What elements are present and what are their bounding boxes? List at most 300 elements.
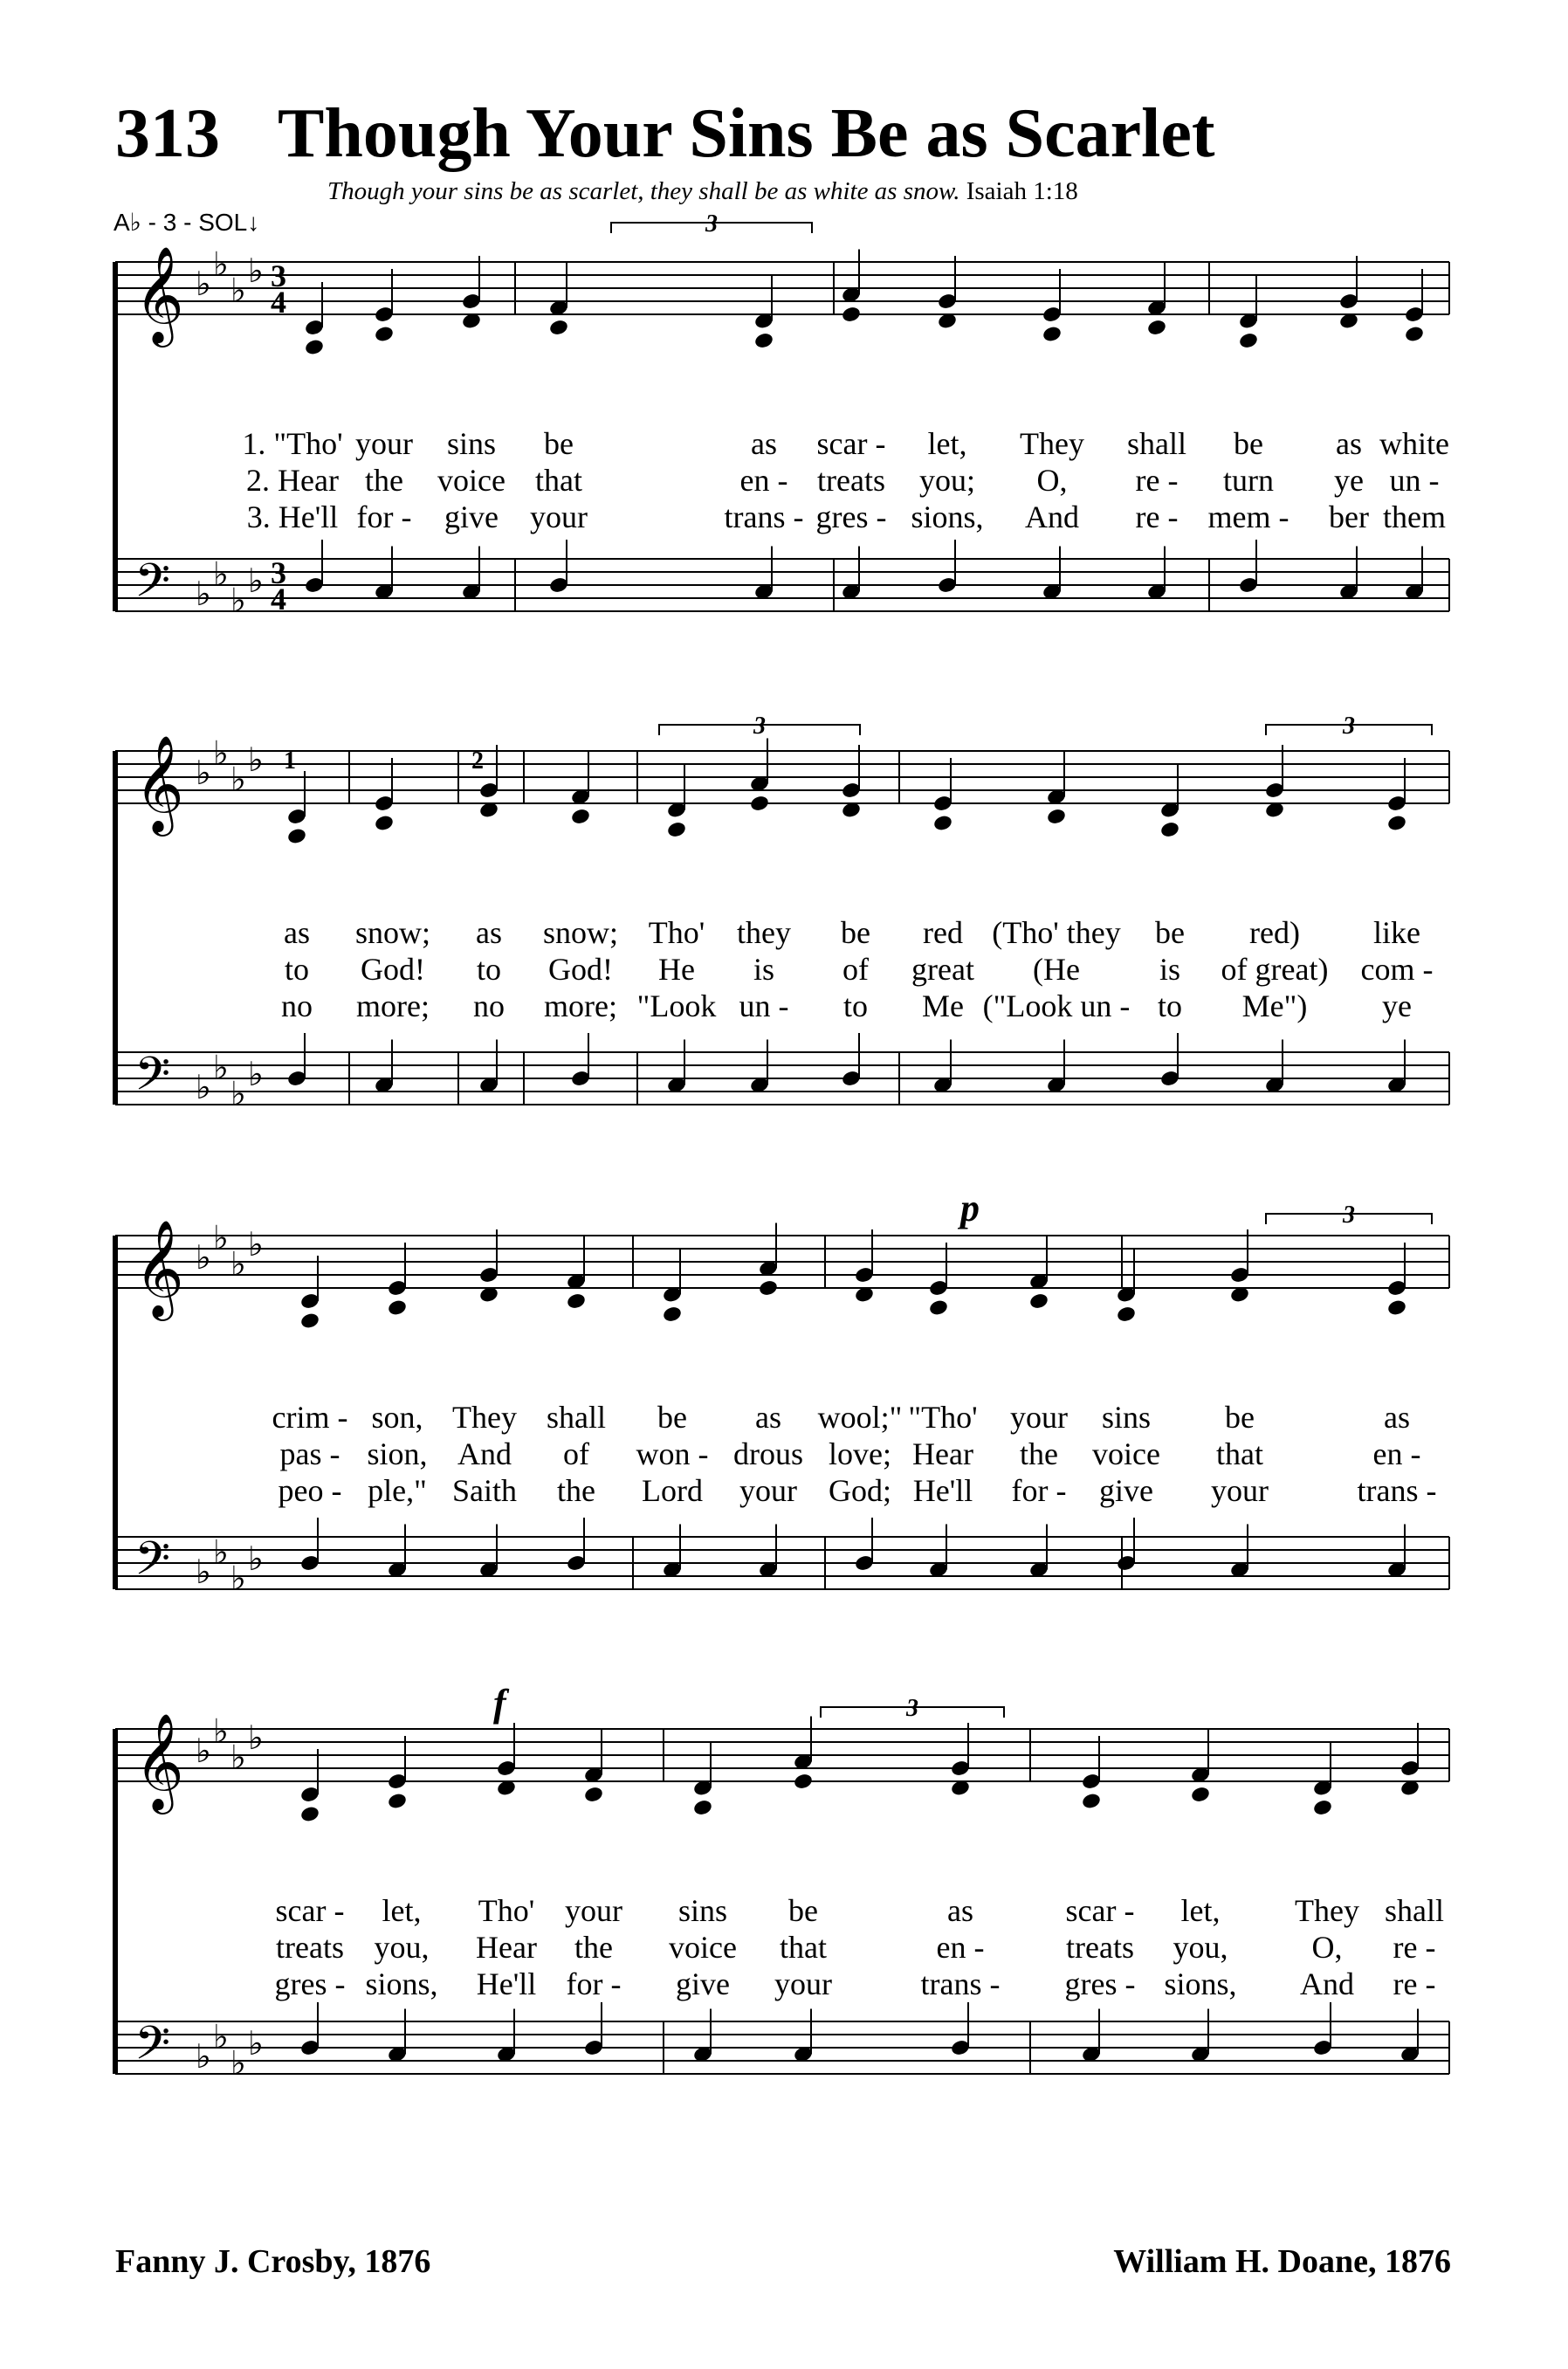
notehead (566, 1292, 587, 1311)
bass-note (841, 547, 862, 601)
bass-note (854, 1518, 875, 1572)
lyric-syllable: (Tho' they (992, 915, 1121, 950)
bass-note (374, 547, 395, 601)
flat-icon: ♭ (230, 2045, 246, 2083)
bass-note (1312, 2002, 1333, 2056)
lyric-syllable: Tho' (478, 1893, 535, 1928)
lyric-syllable: your (774, 1966, 832, 2001)
bass-note (932, 1040, 953, 1094)
lyric-syllable: en - (739, 463, 788, 498)
lyric-syllable: Me") (1241, 988, 1308, 1023)
bass-note (1238, 540, 1259, 594)
lyric-syllable: your (739, 1473, 797, 1508)
lyric-syllable: sions, (365, 1966, 438, 2001)
bass-note (374, 1040, 395, 1094)
lyric-syllable: God! (548, 952, 613, 987)
epigraph-reference: Isaiah 1:18 (966, 177, 1078, 205)
lyric-syllable: great (911, 952, 974, 987)
lyric-syllable: for - (1011, 1473, 1067, 1508)
lyric-syllable: no (281, 988, 313, 1023)
lyric-syllable: to (842, 988, 869, 1023)
lyric-syllable: you, (374, 1930, 430, 1965)
lyric-syllable: to (1157, 988, 1183, 1023)
notehead (387, 1792, 408, 1810)
lyric-syllable: your (1010, 1400, 1068, 1435)
treble-note (1046, 752, 1067, 826)
treble-note (1081, 1736, 1102, 1810)
lyric-syllable: be (657, 1400, 687, 1435)
lyric-syllable: your (1211, 1473, 1269, 1508)
flat-icon: ♭ (213, 246, 229, 284)
treble-note (1400, 1723, 1420, 1797)
flat-icon: ♭ (248, 563, 264, 600)
lyric-syllable: ber (1329, 499, 1369, 534)
treble-note (548, 263, 569, 337)
treble-note (932, 758, 953, 832)
lyric-syllable: sions, (1164, 1966, 1237, 2001)
lyric-syllable: give (444, 499, 499, 534)
flat-icon: ♭ (196, 266, 211, 303)
lyric-syllable: white (1379, 426, 1449, 461)
epigraph-text: Though your sins be as scarlet, they shall be as white as snow. (327, 177, 960, 205)
lyric-syllable: sins (446, 426, 497, 461)
lyric-syllable: shall (1385, 1893, 1444, 1928)
triplet-number: 3 (1343, 713, 1355, 740)
lyric-syllable: Me (922, 988, 964, 1023)
lyric-syllable: gres - (1064, 1966, 1136, 2001)
bass-note (928, 1525, 949, 1579)
lyric-syllable: son, (371, 1400, 423, 1435)
bass-note (841, 1033, 862, 1087)
lyric-syllable: They (1020, 426, 1084, 461)
lyric-syllable: pas - (279, 1436, 340, 1471)
lyric-syllable: Hear (912, 1436, 973, 1471)
treble-note (1338, 256, 1359, 330)
triplet-number: 3 (906, 1695, 918, 1722)
notehead (583, 1786, 604, 1804)
lyric-syllable: re - (1393, 1966, 1436, 2001)
lyric-syllable: more; (356, 988, 430, 1023)
bass-note (662, 1525, 683, 1579)
flat-icon: ♭ (230, 1246, 246, 1284)
treble-note (662, 1250, 683, 1324)
treble-note (841, 745, 862, 819)
lyric-syllable: won - (636, 1436, 709, 1471)
lyric-syllable: God! (361, 952, 425, 987)
bass-note (548, 540, 569, 594)
flat-icon: ♭ (248, 2026, 264, 2063)
bass-note (666, 1040, 687, 1094)
lyric-syllable: trans - (724, 499, 804, 534)
lyric-syllable: He'll (912, 1473, 973, 1508)
notehead (548, 319, 569, 337)
lyric-syllable: that (780, 1930, 827, 1965)
notehead (1238, 332, 1259, 350)
ending-1: 1 (284, 747, 296, 775)
lyric-syllable: that (535, 463, 582, 498)
bass-staff (115, 1049, 1449, 1113)
lyric-syllable: the (574, 1930, 613, 1965)
bass-note (570, 1033, 591, 1087)
bass-note (1400, 2009, 1420, 2063)
treble-note (1229, 1229, 1250, 1304)
triplet-bracket (659, 713, 860, 740)
bass-note (387, 2009, 408, 2063)
treble-note (496, 1723, 517, 1797)
lyric-syllable: to (284, 952, 310, 987)
lyric-syllable: you, (1173, 1930, 1228, 1965)
flat-icon: ♭ (213, 1713, 229, 1751)
lyric-syllable: And (457, 1436, 512, 1471)
lyric-syllable: sions, (911, 499, 984, 534)
treble-note (299, 1256, 320, 1330)
lyric-syllable: as (476, 915, 502, 950)
lyric-syllable: to (476, 952, 502, 987)
lyric-syllable: snow; (354, 915, 431, 950)
lyric-syllable: as (751, 426, 777, 461)
treble-note (387, 1736, 408, 1810)
flat-icon: ♭ (213, 1220, 229, 1257)
lyric-syllable: your (355, 426, 413, 461)
lyric-syllable: And (1300, 1966, 1354, 2001)
treble-note (758, 1223, 779, 1298)
treble-note (299, 1749, 320, 1823)
treble-staff (115, 1221, 1449, 1322)
treble-note (666, 765, 687, 839)
treble-note (461, 256, 482, 330)
system-3 (115, 1221, 1449, 1598)
lyric-syllable: trans - (1357, 1473, 1437, 1508)
notehead (387, 1298, 408, 1317)
flat-icon: ♭ (248, 1227, 264, 1264)
bass-note (1146, 547, 1167, 601)
bass-note (1159, 1033, 1180, 1087)
notehead (374, 814, 395, 832)
bass-note (1404, 547, 1425, 601)
lyric-syllable: sion, (367, 1436, 428, 1471)
lyric-syllable: "Look (636, 988, 717, 1023)
notehead (841, 306, 862, 324)
flat-icon: ♭ (213, 735, 229, 773)
notehead (299, 1312, 320, 1330)
treble-note (1238, 276, 1259, 350)
time-signature-top: 3 (271, 555, 286, 590)
lyric-syllable: give (676, 1966, 730, 2001)
flat-icon: ♭ (196, 1240, 211, 1277)
lyric-syllable: be (1155, 915, 1185, 950)
notehead (1046, 808, 1067, 826)
lyric-syllable: that (1216, 1436, 1263, 1471)
bass-note (304, 540, 325, 594)
bass-note (937, 540, 958, 594)
treble-staff (115, 1714, 1449, 1815)
lyric-syllable: He (658, 952, 695, 987)
notehead (753, 332, 774, 350)
lyric-syllable: sins (1101, 1400, 1152, 1435)
flat-icon: ♭ (196, 1733, 211, 1770)
treble-note (841, 250, 862, 324)
lyric-syllable: treats (276, 1930, 344, 1965)
notehead (1028, 1292, 1049, 1311)
lyric-syllable: gres - (274, 1966, 346, 2001)
lyric-syllable: as (1384, 1400, 1410, 1435)
lyric-syllable: 1. "Tho' (242, 426, 343, 461)
lyric-syllable: be (788, 1893, 818, 1928)
lyric-syllable: them (1383, 499, 1446, 534)
lyric-syllable: let, (382, 1893, 422, 1928)
lyric-syllable: mem - (1207, 499, 1289, 534)
treble-note (1386, 1243, 1407, 1317)
treble-note (1042, 269, 1063, 343)
bass-note (299, 2002, 320, 2056)
flat-icon: ♭ (213, 1050, 229, 1087)
bass-note (478, 1525, 499, 1579)
lyric-syllable: gres - (815, 499, 887, 534)
bass-note (758, 1525, 779, 1579)
notehead (304, 338, 325, 356)
flat-icon: ♭ (213, 2019, 229, 2056)
treble-note (950, 1723, 971, 1797)
treble-note (1386, 758, 1407, 832)
treble-clef-icon: 𝄞 (134, 248, 184, 341)
lyric-syllable: of (563, 1436, 589, 1471)
lyric-syllable: voice (1092, 1436, 1160, 1471)
lyric-syllable: of great) (1221, 952, 1329, 987)
lyric-syllable: crim - (272, 1400, 348, 1435)
time-signature-bottom: 4 (271, 582, 286, 616)
flat-icon: ♭ (230, 761, 246, 799)
lyric-syllable: for - (356, 499, 412, 534)
music-credit: William H. Doane, 1876 (1113, 2243, 1451, 2280)
lyric-syllable: sins (677, 1893, 728, 1928)
lyric-syllable: as (947, 1893, 973, 1928)
lyric-syllable: red (923, 915, 963, 950)
lyric-syllable: He'll (476, 1966, 537, 2001)
lyric-syllable: peo - (278, 1473, 342, 1508)
bass-note (1386, 1525, 1407, 1579)
notehead (1312, 1799, 1333, 1817)
treble-note (374, 758, 395, 832)
notehead (1159, 821, 1180, 839)
treble-note (793, 1717, 814, 1791)
lyric-syllable: O, (1036, 463, 1068, 498)
lyric-syllable: scar - (1065, 1893, 1135, 1928)
lyric-syllable: com - (1360, 952, 1434, 987)
bass-note (692, 2009, 713, 2063)
lyric-syllable: red) (1249, 915, 1300, 950)
system-4 (115, 1714, 1449, 2083)
lyric-syllable: they (737, 915, 791, 950)
flat-icon: ♭ (248, 1720, 264, 1757)
bass-clef-icon: 𝄢 (134, 1049, 171, 1111)
key-info: A♭ - 3 - SOL↓ (113, 209, 260, 236)
bass-note (753, 547, 774, 601)
lyric-syllable: Tho' (648, 915, 705, 950)
flat-icon: ♭ (230, 1739, 246, 1777)
lyric-syllable: of (842, 952, 869, 987)
notehead (1386, 1298, 1407, 1317)
bass-note (1116, 1518, 1137, 1572)
flat-icon: ♭ (230, 1560, 246, 1598)
lyric-syllable: treats (1066, 1930, 1134, 1965)
dynamic-piano: p (960, 1187, 980, 1229)
notehead (758, 1279, 779, 1298)
notehead (1146, 319, 1167, 337)
lyric-syllable: more; (544, 988, 617, 1023)
lyric-syllable: O, (1311, 1930, 1343, 1965)
words-credit: Fanny J. Crosby, 1876 (115, 2243, 431, 2280)
treble-note (566, 1236, 587, 1311)
flat-icon: ♭ (196, 1554, 211, 1591)
lyric-syllable: turn (1223, 463, 1274, 498)
lyric-syllable: scar - (816, 426, 886, 461)
lyric-syllable: drous (733, 1436, 803, 1471)
treble-note (1190, 1730, 1211, 1804)
lyric-syllable: Lord (642, 1473, 703, 1508)
lyric-syllable: give (1099, 1473, 1153, 1508)
bass-note (749, 1040, 770, 1094)
lyric-syllable: is (753, 952, 775, 987)
flat-icon: ♭ (230, 582, 246, 620)
ending-2: 2 (471, 747, 484, 775)
lyric-syllable: shall (547, 1400, 606, 1435)
lyric-syllable: un - (1389, 463, 1440, 498)
time-signature-bottom: 4 (271, 285, 286, 320)
notehead (286, 827, 307, 845)
bass-note (1338, 547, 1359, 601)
flat-icon: ♭ (230, 1076, 246, 1113)
lyric-syllable: wool;" (817, 1400, 903, 1435)
bass-note (950, 2002, 971, 2056)
notehead (692, 1799, 713, 1817)
bass-note (583, 2002, 604, 2056)
bass-note (286, 1033, 307, 1087)
notehead (1081, 1792, 1102, 1810)
bass-note (1046, 1040, 1067, 1094)
flat-icon: ♭ (196, 2039, 211, 2076)
bass-clef-icon: 𝄢 (134, 2018, 171, 2080)
notehead (749, 795, 770, 813)
treble-note (928, 1243, 949, 1317)
treble-note (374, 269, 395, 343)
lyric-syllable: be (1225, 1400, 1255, 1435)
lyric-syllable: Hear (476, 1930, 537, 1965)
lyric-syllable: as (1336, 426, 1362, 461)
lyric-syllable: the (365, 463, 403, 498)
lyric-syllable: re - (1135, 463, 1179, 498)
treble-note (1404, 269, 1425, 343)
bass-note (1229, 1525, 1250, 1579)
triplet-bracket (1266, 713, 1432, 740)
lyric-syllable: (He (1033, 952, 1080, 987)
lyric-syllable: your (530, 499, 588, 534)
notehead (666, 821, 687, 839)
treble-note (286, 771, 307, 845)
time-signature-top: 3 (271, 258, 286, 293)
lyric-syllable: 3. He'll (246, 499, 339, 534)
lyric-syllable: ye (1382, 988, 1412, 1023)
flat-icon: ♭ (248, 253, 264, 290)
lyric-syllable: your (565, 1893, 622, 1928)
lyric-syllable: let, (1180, 1893, 1221, 1928)
lyric-syllable: re - (1393, 1930, 1436, 1965)
lyric-syllable: They (452, 1400, 517, 1435)
lyric-syllable: for - (566, 1966, 622, 2001)
lyric-syllable: be (841, 915, 870, 950)
flat-icon: ♭ (248, 1057, 264, 1093)
treble-note (570, 752, 591, 826)
lyric-syllable: ye (1334, 463, 1364, 498)
notehead (299, 1805, 320, 1823)
treble-note (1146, 263, 1167, 337)
lyric-syllable: is (1159, 952, 1181, 987)
treble-note (583, 1730, 604, 1804)
notehead (662, 1305, 683, 1324)
lyric-syllable: ("Look un - (982, 988, 1131, 1023)
bass-clef-icon: 𝄢 (134, 555, 171, 617)
lyric-syllable: be (1234, 426, 1263, 461)
notehead (1386, 814, 1407, 832)
treble-note (749, 739, 770, 813)
triplet-number: 3 (1343, 1202, 1355, 1229)
lyric-syllable: snow; (542, 915, 619, 950)
treble-note (1312, 1743, 1333, 1817)
triplet-number: 3 (705, 210, 718, 238)
lyric-syllable: ple," (368, 1473, 427, 1508)
notehead (374, 325, 395, 343)
lyric-syllable: love; (829, 1436, 891, 1471)
lyric-syllable: re - (1135, 499, 1179, 534)
bass-note (496, 2009, 517, 2063)
treble-note (304, 282, 325, 356)
lyric-syllable: 2. Hear (246, 463, 339, 498)
flat-icon: ♭ (248, 1541, 264, 1578)
lyric-syllable: en - (936, 1930, 985, 1965)
flat-icon: ♭ (230, 272, 246, 310)
dynamic-forte: f (493, 1682, 506, 1725)
triplet-bracket (1266, 1202, 1432, 1229)
lyric-syllable: the (557, 1473, 595, 1508)
bass-note (1386, 1040, 1407, 1094)
bass-note (387, 1525, 408, 1579)
notehead (1042, 325, 1063, 343)
lyric-syllable: voice (437, 463, 505, 498)
lyric-syllable: let, (927, 426, 967, 461)
treble-clef-icon: 𝄞 (134, 1222, 184, 1315)
notehead (928, 1298, 949, 1317)
bass-note (478, 1040, 499, 1094)
bass-note (566, 1518, 587, 1572)
lyric-syllable: no (473, 988, 505, 1023)
triplet-bracket (821, 1695, 1004, 1722)
bass-note (1042, 547, 1063, 601)
treble-staff (115, 736, 1449, 837)
bass-note (793, 2009, 814, 2063)
treble-note (478, 1229, 499, 1304)
lyric-syllable: as (755, 1400, 781, 1435)
lyric-syllable: un - (739, 988, 789, 1023)
lyric-syllable: the (1020, 1436, 1058, 1471)
lyric-syllable: be (544, 426, 574, 461)
lyric-syllable: en - (1372, 1436, 1421, 1471)
lyric-syllable: scar - (275, 1893, 345, 1928)
bass-note (1028, 1525, 1049, 1579)
treble-note (937, 256, 958, 330)
lyric-syllable: trans - (920, 1966, 1001, 2001)
system-2 (115, 736, 1449, 1113)
notehead (1116, 1305, 1137, 1324)
notehead (932, 814, 953, 832)
